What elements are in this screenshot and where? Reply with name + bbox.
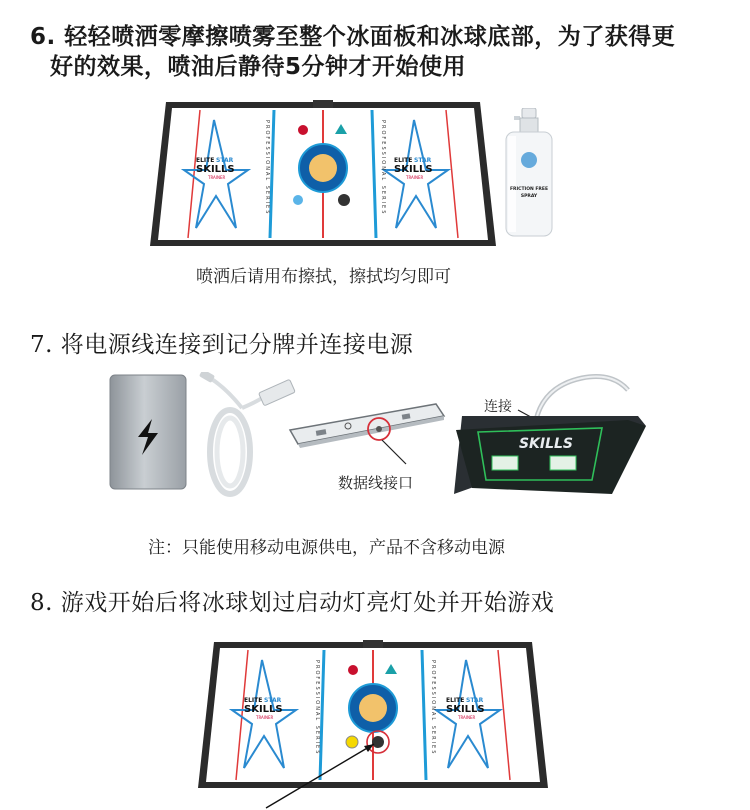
rink-side-text-left: PROFESSIONAL SERIES [264,120,270,216]
rink-brand-skills-right: SKILLS [394,164,433,175]
rink8-brand-trainer-left: TRAINER [256,715,274,720]
step7-note: 注：只能使用移动电源供电，产品不含移动电源 [148,538,505,558]
step7-title: 7. 将电源线连接到记分牌并连接电源 [30,332,414,358]
rink-brand-elite-right: ELITE [394,157,413,164]
rink8-brand-star-left: STAR [264,697,282,704]
rink-brand-trainer-left: TRAINER [208,175,226,180]
port-pointer-arrow [378,436,418,476]
rink8-side-text-right: PROFESSIONAL SERIES [430,660,436,756]
rink-brand-trainer-right: TRAINER [406,175,424,180]
rink-brand-star-left: STAR [216,157,234,164]
power-bank-image [108,373,188,491]
rink8-brand-skills-left: SKILLS [244,704,283,715]
start-light-pointer-arrow [262,738,382,810]
step6-title-line2: 好的效果，喷油后静待5分钟才开始使用 [50,54,467,80]
rink-side-text-right: PROFESSIONAL SERIES [380,120,386,216]
step6-caption: 喷洒后请用布擦拭，擦拭均匀即可 [196,267,451,287]
rink-board-image-top [148,100,498,248]
scoreboard-image [452,370,648,498]
rink8-brand-star-right: STAR [466,697,484,704]
rink8-brand-elite-left: ELITE [244,697,263,704]
step6-title-line1: 6. 轻轻喷洒零摩擦喷雾至整个冰面板和冰球底部，为了获得更 [30,24,676,50]
rink8-brand-skills-right: SKILLS [446,704,485,715]
rink8-side-text-left: PROFESSIONAL SERIES [314,660,320,756]
rink8-brand-elite-right: ELITE [446,697,465,704]
usb-cable-image [196,372,300,500]
spray-label-name: FRICTION FREE [509,187,549,192]
spray-bottle-image [500,108,558,238]
port-label: 数据线接口 [338,474,414,492]
connect-label: 连接 [484,399,512,415]
rink-brand-skills-left: SKILLS [196,164,235,175]
step8-title: 8. 游戏开始后将冰球划过启动灯亮灯处并开始游戏 [30,590,555,616]
rink-brand-elite-left: ELITE [196,157,215,164]
spray-label-type: SPRAY [520,194,538,199]
rink8-brand-trainer-right: TRAINER [458,715,476,720]
board-logo: SKILLS [518,436,574,452]
rink-brand-star-right: STAR [414,157,432,164]
